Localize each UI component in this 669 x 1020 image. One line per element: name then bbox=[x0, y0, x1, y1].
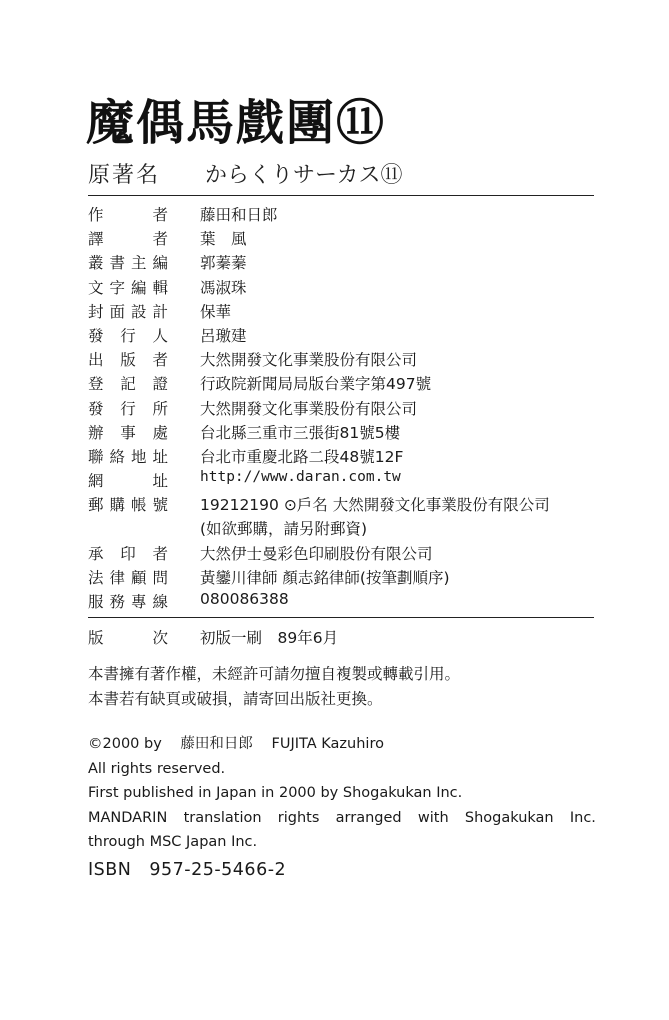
rights-line-justified: MANDARIN translation rights arranged with Shogakukan Inc. bbox=[88, 809, 596, 826]
divider-top bbox=[88, 195, 594, 196]
copyright-author-jp: 藤田和日郎 bbox=[180, 736, 253, 752]
credit-value: 葉 風 bbox=[200, 230, 247, 249]
notice-line: 本書擁有著作權，未經許可請勿擅自複製或轉載引用。 bbox=[88, 665, 461, 683]
credit-row bbox=[88, 542, 608, 566]
rights-line: First published in Japan in 2000 by Shogakukan Inc. bbox=[88, 785, 463, 801]
credit-label: 叢 書 主 編 bbox=[88, 254, 168, 273]
credit-row bbox=[88, 348, 608, 372]
original-title-value: からくりサーカス⑪ bbox=[205, 163, 403, 188]
credit-label: 文 字 編 輯 bbox=[88, 278, 168, 297]
credit-row bbox=[88, 251, 608, 275]
original-title-line bbox=[88, 158, 403, 189]
rights-line: through MSC Japan Inc. bbox=[88, 834, 258, 850]
copyright-notice bbox=[88, 662, 460, 712]
credit-row bbox=[88, 324, 608, 348]
credit-value: 19212190 ⊙戶名 大然開發文化事業股份有限公司 bbox=[200, 496, 550, 515]
credit-value: 黃鑾川律師 顏志銘律師(按筆劃順序) bbox=[200, 568, 450, 587]
credit-value: 台北縣三重市三張街81號5樓 bbox=[200, 423, 401, 442]
credit-value: 080086388 bbox=[200, 590, 289, 608]
credit-row bbox=[88, 372, 608, 396]
credit-row bbox=[88, 421, 608, 445]
credit-value: 郭蓁蓁 bbox=[200, 254, 247, 273]
credit-row bbox=[88, 227, 608, 251]
credit-value: (如欲郵購，請另附郵資) bbox=[200, 520, 368, 539]
credit-label: 辦 事 處 bbox=[88, 423, 168, 442]
edition-value: 初版一刷 89年6月 bbox=[200, 629, 339, 647]
credit-value: 大然伊士曼彩色印刷股份有限公司 bbox=[200, 544, 433, 563]
edition-label: 版 次 bbox=[88, 629, 168, 647]
credit-label: 網 址 bbox=[88, 472, 168, 491]
credit-label: 譯 者 bbox=[88, 230, 168, 249]
credit-value: 保華 bbox=[200, 302, 232, 321]
credit-label: 發 行 人 bbox=[88, 326, 168, 345]
credit-row bbox=[88, 300, 608, 324]
credit-row bbox=[88, 590, 608, 614]
credit-value: 行政院新聞局局版台業字第497號 bbox=[200, 375, 432, 394]
credit-row bbox=[88, 566, 608, 590]
credit-value: 馮淑珠 bbox=[200, 278, 247, 297]
credit-value: http://www.daran.com.tw bbox=[200, 469, 401, 486]
credit-row bbox=[88, 276, 608, 300]
copyright-author-en: FUJITA Kazuhiro bbox=[271, 736, 384, 752]
credit-row bbox=[88, 445, 608, 469]
book-title: 魔偶馬戲團⑪ bbox=[86, 95, 387, 151]
copyright-line bbox=[88, 732, 596, 757]
credit-label: 服 務 專 線 bbox=[88, 593, 168, 611]
credit-row bbox=[88, 493, 608, 517]
credit-label: 作 者 bbox=[88, 206, 168, 224]
credit-label: 聯 絡 地 址 bbox=[88, 447, 168, 466]
credit-value: 台北市重慶北路二段48號12F bbox=[200, 447, 404, 466]
divider-middle bbox=[88, 617, 594, 618]
credit-label: 承 印 者 bbox=[88, 544, 168, 563]
credits-list bbox=[88, 203, 608, 614]
credit-value: 藤田和日郎 bbox=[200, 206, 278, 224]
credit-value: 大然開發文化事業股份有限公司 bbox=[200, 399, 418, 418]
credit-label: 郵 購 帳 號 bbox=[88, 496, 168, 515]
credit-row bbox=[88, 397, 608, 421]
credit-row bbox=[88, 517, 608, 541]
credit-label: 發 行 所 bbox=[88, 399, 168, 418]
credit-value: 呂璬建 bbox=[200, 326, 247, 345]
isbn: ISBN 957-25-5466-2 bbox=[88, 859, 287, 880]
edition-row bbox=[88, 626, 608, 650]
notice-line: 本書若有缺頁或破損，請寄回出版社更換。 bbox=[88, 690, 383, 708]
credit-label: 法 律 顧 問 bbox=[88, 568, 168, 587]
copyright-year: ©2000 by bbox=[88, 736, 162, 752]
credit-label: 封 面 設 計 bbox=[88, 302, 168, 321]
rights-line: All rights reserved. bbox=[88, 760, 226, 777]
credit-label: 出 版 者 bbox=[88, 351, 168, 370]
original-title-label: 原著名 bbox=[88, 163, 161, 188]
english-rights-block bbox=[88, 732, 596, 882]
credit-label: 登 記 證 bbox=[88, 375, 168, 394]
credit-row bbox=[88, 469, 608, 493]
edition-block bbox=[88, 626, 608, 650]
credit-row bbox=[88, 203, 608, 227]
credit-value: 大然開發文化事業股份有限公司 bbox=[200, 351, 418, 370]
